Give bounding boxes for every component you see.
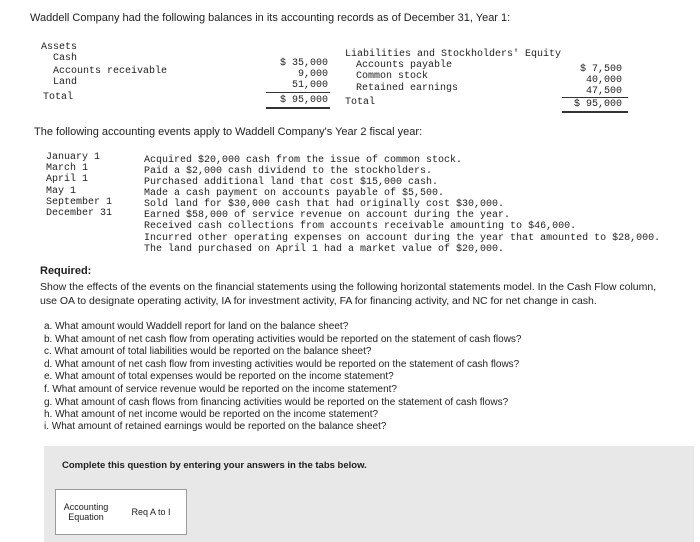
event-text-3: Purchased additional land that cost $15,000 cash. [144,177,439,188]
liabilities-heading: Liabilities and Stockholders' Equity [345,49,562,60]
question-c: c. What amount of total liabilities would be reported on the balance sheet? [44,346,372,357]
assets-heading: Assets [41,42,78,53]
question-e: e. What amount of total expenses would be reported on the income statement? [44,371,394,382]
event-text-4: Made a cash payment on accounts payable of $5,500. [144,188,445,199]
question-h: h. What amount of net income would be reported on the income statement? [44,409,379,420]
asset-value-ar: 9,000 [297,69,328,80]
question-g: g. What amount of cash flows from financing activities would be reported on the statement of cash flows? [44,397,509,408]
liability-label-cs: Common stock [356,71,429,82]
required-line-2: use OA to designate operating activity, IA for investment activity, FA for financing activity, and NC for net change in cash. [40,295,597,307]
event-text-7: Received cash collections from accounts receivable amounting to $46,000. [144,221,577,232]
event-text-6: Earned $58,000 of service revenue on account during the year. [144,210,511,221]
instruction-text: Complete this question by entering your answers in the tabs below. [62,460,367,471]
event-date-4: May 1 [46,186,77,197]
event-date-3: April 1 [46,174,89,185]
liability-label-ap: Accounts payable [356,60,453,71]
event-date-2: March 1 [46,163,89,174]
asset-label-ar: Accounts receivable [53,66,168,77]
assets-total-label: Total [43,92,74,103]
event-date-6: December 31 [46,208,113,219]
event-text-8: Incurred other operating expenses on account during the year that amounted to $28,000. [144,233,661,244]
assets-total-value: $ 95,000 [279,95,328,106]
question-b: b. What amount of net cash flow from operating activities would be reported on the statement of cash flows? [44,334,522,345]
asset-label-cash: Cash [53,53,78,64]
liability-value-cs: 40,000 [585,75,622,86]
liability-value-re: 47,500 [585,86,622,97]
liabilities-total-value: $ 95,000 [573,99,622,110]
required-line-1: Show the effects of the events on the financial statements using the following horizontal statements model. In the Cash Flow column, [40,281,657,293]
asset-label-land: Land [53,77,78,88]
tab-req-a-to-i-label: Req A to I [131,507,171,517]
question-f: f. What amount of service revenue would be reported on the income statement? [44,384,397,395]
event-text-1: Acquired $20,000 cash from the issue of common stock. [144,155,463,166]
question-i: i. What amount of retained earnings would be reported on the balance sheet? [44,421,387,432]
asset-value-cash: $ 35,000 [279,58,328,69]
events-intro: The following accounting events apply to Waddell Company's Year 2 fiscal year: [34,126,423,138]
required-heading: Required: [40,265,92,277]
assets-total-rule [266,107,330,109]
liabilities-total-rule [562,111,628,113]
event-date-5: September 1 [46,197,113,208]
event-date-1: January 1 [46,152,101,163]
intro-text: Waddell Company had the following balances in its accounting records as of December 31, Year 1: [30,12,511,24]
event-text-5: Sold land for $30,000 cash that had originally cost $30,000. [144,199,505,210]
tab-accounting-equation-line1: Accounting [63,502,109,512]
liabilities-subtotal-rule [562,97,628,98]
assets-subtotal-rule [266,92,330,93]
asset-value-land: 51,000 [291,80,328,91]
liability-label-re: Retained earnings [356,83,459,94]
liabilities-total-label: Total [345,97,376,108]
tab-accounting-equation-line2: Equation [68,512,104,522]
question-a: a. What amount would Waddell report for land on the balance sheet? [44,321,349,332]
event-text-2: Paid a $2,000 cash dividend to the stockholders. [144,166,433,177]
liability-value-ap: $ 7,500 [579,64,622,75]
tab-accounting-equation[interactable] [55,489,117,535]
tab-req-a-to-i[interactable] [116,489,187,535]
event-text-9: The land purchased on April 1 had a market value of $20,000. [144,244,505,255]
question-d: d. What amount of net cash flow from investing activities would be reported on the statement of cash flows? [44,359,520,370]
